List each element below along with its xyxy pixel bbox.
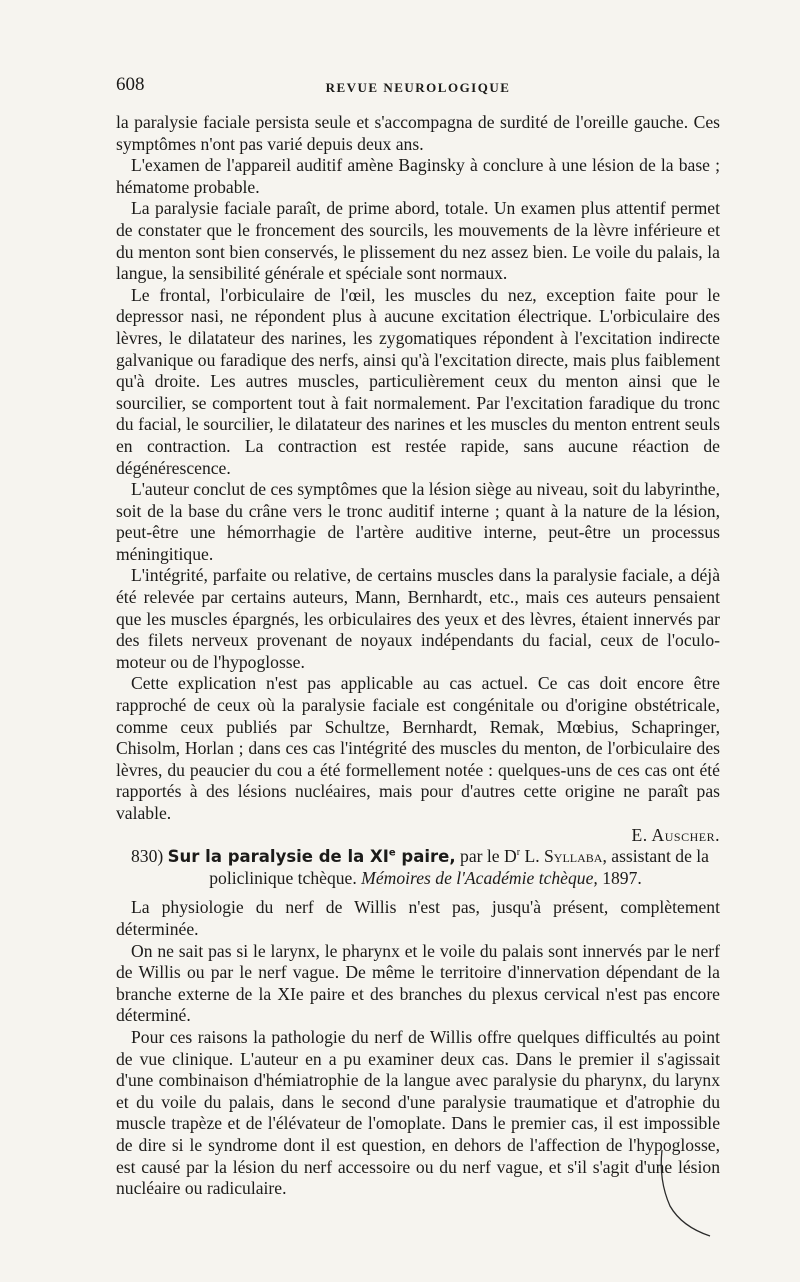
pen-mark-icon: [648, 1148, 718, 1238]
page-number: 608: [116, 74, 145, 95]
paragraph: Pour ces raisons la pathologie du nerf de Willis offre quelques difficultés au point de vue clinique. L'auteur en a pu examiner deux cas. Dans le premier il s'agissait d'une combinaison d'hémiatrophie de la langue avec paralysie du pharynx, du larynx et du voile du palais, dans le second d'une paralysie traumatique et d'atrophie du muscle trapèze et de l'élévateur de l'omoplate. Dans le premier cas, il est impossible de dire si le syndrome dont il est question, en dehors de l'affection de l'hypoglosse, est causé par la lésion du nerf accessoire ou du nerf vague, et s'il s'agit d'une lésion nucléaire ou radiculaire.: [116, 1026, 720, 1199]
paragraph: la paralysie faciale persista seule et s'accompagna de surdité de l'oreille gauche. Ces symptômes n'ont pas varié depuis deux ans.: [116, 112, 720, 154]
page-header: [116, 74, 720, 98]
article-journal: Mémoires de l'Académie tchèque,: [361, 867, 598, 888]
paragraph: On ne sait pas si le larynx, le pharynx et le voile du palais sont innervés par le nerf de Willis ou par le nerf vague. De même le territoire d'innervation dépendant de la branche externe de la XIe paire et des branches du plexus cervical n'est pas encore déterminé.: [116, 940, 720, 1026]
article-heading-line2: policlinique tchèque. Mémoires de l'Académie tchèque, 1897.: [209, 867, 642, 888]
article-author: L. Syllaba,: [520, 846, 607, 867]
paragraph: L'examen de l'appareil auditif amène Baginsky à conclure à une lésion de la base ; hématome probable.: [116, 155, 720, 197]
article-role: assistant de la: [606, 846, 709, 867]
article-by: par le D: [455, 846, 517, 867]
paragraph: L'intégrité, parfaite ou relative, de certains muscles dans la paralysie faciale, a déjà été relevée par certains auteurs, Mann, Bernhardt, etc., mais ces auteurs pensaient que les muscles épargnés, les orbiculaires des yeux et des lèvres, étaient innervés par des filets nerveux provenant de noyaux indépendants du facial, ceux de l'oculo-moteur ou de l'hypoglosse.: [116, 565, 720, 672]
paragraph: La paralysie faciale paraît, de prime abord, totale. Un examen plus attentif permet de constater que le froncement des sourcils, les mouvements de la lèvre inférieure et du menton sont bien conservés, le plissement du nez assez bien. Le voile du palais, la langue, la sensibilité générale et spéciale sont normaux.: [116, 198, 720, 284]
paragraph: La physiologie du nerf de Willis n'est pas, jusqu'à présent, complètement déterminée.: [116, 897, 720, 939]
signature: [116, 825, 720, 847]
running-title: REVUE NEUROLOGIQUE: [325, 80, 511, 95]
article-year: 1897.: [597, 867, 642, 888]
article-heading: [116, 846, 720, 889]
paragraph: Cette explication n'est pas applicable au cas actuel. Ce cas doit encore être rapproché de ceux où la paralysie faciale est congénitale ou d'origine obstétricale, comme ceux publiés par Schultze, Bernhardt, Remak, Mœbius, Schapringer, Chisolm, Horlan ; dans ces cas l'intégrité des muscles du menton, de l'orbiculaire des lèvres, du peaucier du cou a été formellement notée : quelques-uns de ces cas ont été rapportés à des lésions nucléaires, mais pour d'autres cette origine ne paraît pas valable.: [116, 673, 720, 823]
article-number: 830): [131, 846, 164, 867]
article-title: Sur la paralysie de la XIe paire,: [167, 847, 456, 867]
paragraph: Le frontal, l'orbiculaire de l'œil, les muscles du nez, exception faite pour le depressor nasi, ne répondent plus à aucune excitation électrique. L'orbiculaire des lèvres, le dilatateur des narines, les zygomatiques répondent à l'excitation indirecte galvanique ou faradique des nerfs, ainsi qu'à l'excitation directe, mais plus faiblement qu'à droite. Les autres muscles, particulièrement ceux du menton ainsi que le sourcilier, se comportent tout à fait normalement. Par l'excitation faradique du tronc du facial, le sourcilier, le dilatateur des narines et les muscles du menton entrent seuls en contraction. La contraction est restée rapide, sans aucune réaction de dégénérescence.: [116, 284, 720, 478]
signature-name: E. Auscher.: [631, 824, 720, 845]
body-text: [116, 112, 720, 1200]
article-by-sup: r: [516, 847, 521, 859]
paragraph: L'auteur conclut de ces symptômes que la lésion siège au niveau, soit du labyrinthe, soit de la base du crâne vers le tronc auditif interne ; quant à la nature de la lésion, peut-être une hémorrhagie de l'artère auditive interne, peut-être un processus méningitique.: [116, 479, 720, 564]
